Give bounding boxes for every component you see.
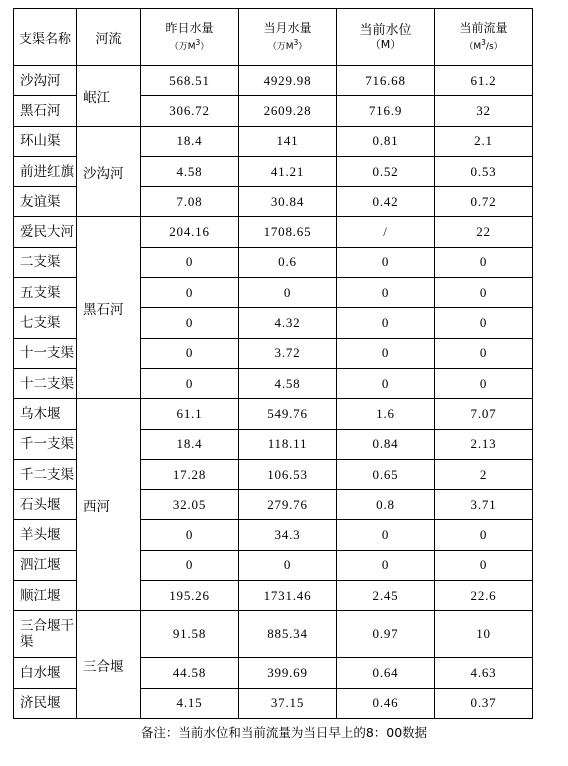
level-value: 0	[337, 278, 435, 308]
flow-value: 10	[435, 611, 533, 658]
flow-value: 3.71	[435, 490, 533, 520]
flow-value: 0.37	[435, 688, 533, 718]
header-river: 河流	[77, 9, 141, 66]
table-row	[14, 66, 533, 96]
flow-value: 0	[435, 520, 533, 550]
channel-name: 泗江堰	[14, 550, 77, 580]
level-value: 0.81	[337, 126, 435, 156]
table-row	[14, 217, 533, 247]
level-value: /	[337, 217, 435, 247]
channel-name: 白水堰	[14, 658, 77, 688]
yesterday-value: 18.4	[141, 126, 239, 156]
month-value: 549.76	[239, 399, 337, 429]
channel-name: 五支渠	[14, 278, 77, 308]
month-value: 141	[239, 126, 337, 156]
yesterday-value: 0	[141, 278, 239, 308]
month-value: 30.84	[239, 187, 337, 217]
yesterday-value: 4.15	[141, 688, 239, 718]
level-value: 2.45	[337, 581, 435, 611]
level-value: 0.42	[337, 187, 435, 217]
month-value: 279.76	[239, 490, 337, 520]
month-value: 0.6	[239, 247, 337, 277]
month-value: 118.11	[239, 429, 337, 459]
flow-value: 2.1	[435, 126, 533, 156]
level-value: 0	[337, 338, 435, 368]
channel-name: 顺江堰	[14, 581, 77, 611]
yesterday-value: 0	[141, 550, 239, 580]
yesterday-value: 0	[141, 247, 239, 277]
yesterday-value: 32.05	[141, 490, 239, 520]
channel-name: 乌木堰	[14, 399, 77, 429]
yesterday-value: 17.28	[141, 459, 239, 489]
level-value: 0.97	[337, 611, 435, 658]
river-name: 三合堰	[77, 611, 141, 719]
level-value: 0	[337, 247, 435, 277]
river-name: 岷江	[77, 66, 141, 127]
level-value: 0	[337, 368, 435, 398]
channel-name: 前进红旗	[14, 156, 77, 186]
level-value: 0.84	[337, 429, 435, 459]
flow-value: 0.72	[435, 187, 533, 217]
yesterday-value: 0	[141, 368, 239, 398]
level-value: 0.65	[337, 459, 435, 489]
header-month-volume: 当月水量 （万$M^3$）	[239, 9, 337, 66]
level-value: 0.8	[337, 490, 435, 520]
level-value: 0	[337, 308, 435, 338]
yesterday-value: 91.58	[141, 611, 239, 658]
flow-value: 0	[435, 338, 533, 368]
month-value: 399.69	[239, 658, 337, 688]
yesterday-value: 44.58	[141, 658, 239, 688]
header-yesterday-volume: 昨日水量 （万$M^3$）	[141, 9, 239, 66]
month-value: 106.53	[239, 459, 337, 489]
flow-value: 2.13	[435, 429, 533, 459]
river-name: 沙沟河	[77, 126, 141, 217]
level-value: 1.6	[337, 399, 435, 429]
river-name: 西河	[77, 399, 141, 611]
yesterday-value: 195.26	[141, 581, 239, 611]
flow-value: 7.07	[435, 399, 533, 429]
level-value: 0	[337, 550, 435, 580]
flow-value: 2	[435, 459, 533, 489]
month-value: 1731.46	[239, 581, 337, 611]
table-row	[14, 126, 533, 156]
level-value: 0	[337, 520, 435, 550]
level-value: 0.52	[337, 156, 435, 186]
yesterday-value: 0	[141, 308, 239, 338]
channel-name: 羊头堰	[14, 520, 77, 550]
flow-value: 22	[435, 217, 533, 247]
footnote: 备注：当前水位和当前流量为当日早上的8：00数据	[140, 725, 428, 740]
channel-name: 三合堰干渠	[14, 611, 77, 658]
month-value: 34.3	[239, 520, 337, 550]
channel-name: 沙沟河	[14, 66, 77, 96]
month-value: 4.32	[239, 308, 337, 338]
channel-name: 黑石河	[14, 96, 77, 126]
flow-value: 0.53	[435, 156, 533, 186]
channel-name: 环山渠	[14, 126, 77, 156]
flow-value: 0	[435, 550, 533, 580]
header-current-flow: 当前流量 $(M^3/s)$	[435, 9, 533, 66]
flow-value: 4.63	[435, 658, 533, 688]
yesterday-value: 4.58	[141, 156, 239, 186]
yesterday-value: 204.16	[141, 217, 239, 247]
yesterday-value: 568.51	[141, 66, 239, 96]
level-value: 0.46	[337, 688, 435, 718]
header-current-level: 当前水位 （M）	[337, 9, 435, 66]
month-value: 37.15	[239, 688, 337, 718]
yesterday-value: 0	[141, 338, 239, 368]
month-value: 1708.65	[239, 217, 337, 247]
table-row	[14, 611, 533, 658]
flow-value: 61.2	[435, 66, 533, 96]
month-value: 885.34	[239, 611, 337, 658]
channel-name: 石头堰	[14, 490, 77, 520]
level-value: 716.9	[337, 96, 435, 126]
yesterday-value: 306.72	[141, 96, 239, 126]
channel-name: 千二支渠	[14, 459, 77, 489]
channel-name: 济民堰	[14, 688, 77, 718]
river-name: 黑石河	[77, 217, 141, 399]
channel-name: 二支渠	[14, 247, 77, 277]
water-data-table	[13, 8, 533, 719]
month-value: 2609.28	[239, 96, 337, 126]
month-value: 4929.98	[239, 66, 337, 96]
month-value: 0	[239, 278, 337, 308]
flow-value: 0	[435, 247, 533, 277]
level-value: 716.68	[337, 66, 435, 96]
table-body	[14, 66, 533, 719]
month-value: 41.21	[239, 156, 337, 186]
month-value: 0	[239, 550, 337, 580]
yesterday-value: 61.1	[141, 399, 239, 429]
header-row	[14, 9, 533, 66]
yesterday-value: 0	[141, 520, 239, 550]
month-value: 3.72	[239, 338, 337, 368]
channel-name: 十二支渠	[14, 368, 77, 398]
channel-name: 爱民大河	[14, 217, 77, 247]
channel-name: 七支渠	[14, 308, 77, 338]
channel-name: 十一支渠	[14, 338, 77, 368]
flow-value: 22.6	[435, 581, 533, 611]
channel-name: 千一支渠	[14, 429, 77, 459]
header-name: 支渠名称	[14, 9, 77, 66]
flow-value: 0	[435, 308, 533, 338]
yesterday-value: 7.08	[141, 187, 239, 217]
table-row	[14, 399, 533, 429]
level-value: 0.64	[337, 658, 435, 688]
flow-value: 0	[435, 368, 533, 398]
yesterday-value: 18.4	[141, 429, 239, 459]
flow-value: 0	[435, 278, 533, 308]
channel-name: 友谊渠	[14, 187, 77, 217]
month-value: 4.58	[239, 368, 337, 398]
flow-value: 32	[435, 96, 533, 126]
